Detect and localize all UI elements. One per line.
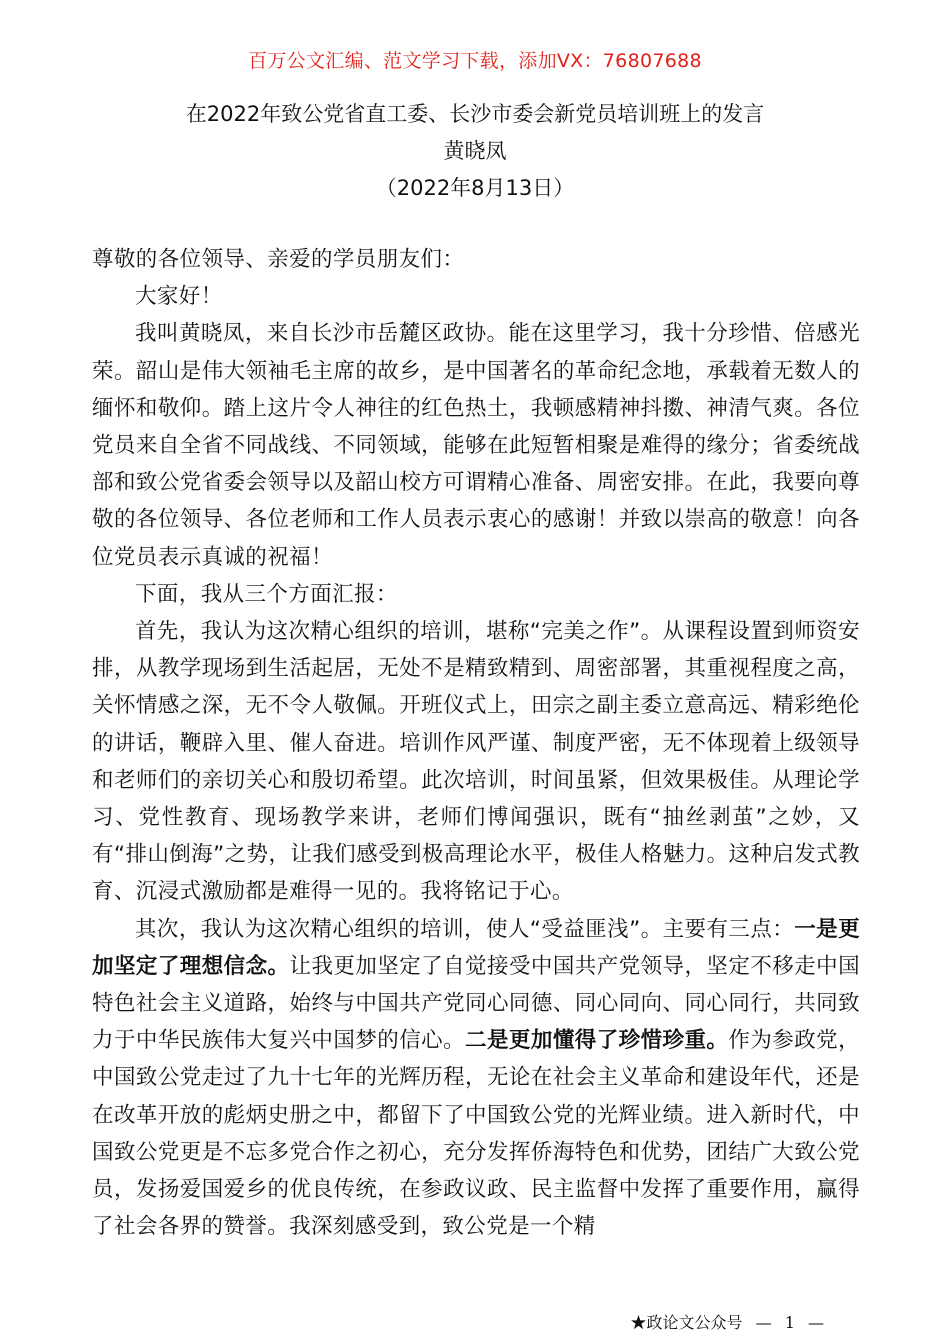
para-text: 其次，我认为这次精心组织的培训，使人“受益匪浅”。主要有三点： (135, 916, 795, 942)
paragraph-intro: 我叫黄晓凤，来自长沙市岳麓区政协。能在这里学习，我十分珍惜、倍感光荣。韶山是伟大领袖毛主席的故乡，是中国著名的革命纪念地，承载着无数人的缅怀和敬仰。踏上这片令人神往的红色热土，我顿感精神抖擞、神清气爽。各位党员来自全省不同战线、不同领域，能够在此短暂相聚是难得的缘分；省委统战部和致公党省委会领导以及韶山校方可谓精心准备、周密安排。在此，我要向尊敬的各位领导、各位老师和工作人员表示衷心的感谢！并致以崇高的敬意！向各位党员表示真诚的祝福！ (92, 321, 860, 570)
para-text: 让我更加坚定了自觉接受中国共产党领导，坚定不移走中国特色社会主义道路，始终与中国共产党同心同德、同心同向、同心同行，共同致力于中华民族伟大复兴中国梦的信心。 (92, 953, 860, 1054)
watermark-banner: 百万公文汇编、范文学习下载，添加VX：76807688 (248, 50, 702, 72)
speech-title: 在2022年致公党省直工委、长沙市委会新党员培训班上的发言 (185, 102, 765, 126)
page-footer (631, 1310, 832, 1333)
footer-dash-left: — (755, 1313, 772, 1332)
paragraph-second-point (92, 911, 860, 1246)
bold-heading-2: 二是更加懂得了珍惜珍重。 (465, 1028, 729, 1054)
para-text: 作为参政党，中国致公党走过了九十七年的光辉历程，无论在社会主义革命和建设年代，还是在改革开放的彪炳史册之中，都留下了中国致公党的光辉业绩。进入新时代，中国致公党更是不忘多党合作之初心，充分发挥侨海特色和优势，团结广大致公党员，发扬爱国爱乡的优良传统，在参政议政、民主监督中发挥了重要作用，赢得了社会各界的赞誉。我深刻感受到，致公党是一个精 (92, 1028, 860, 1240)
speech-date: （2022年8月13日） (375, 176, 575, 200)
title-block (0, 96, 950, 207)
speech-body (92, 241, 860, 1245)
footer-dash-right: — (808, 1313, 824, 1332)
greeting: 大家好！ (135, 284, 223, 310)
page-number: 1 (784, 1313, 795, 1332)
paragraph-overview: 下面，我从三个方面汇报： (135, 581, 398, 607)
salutation: 尊敬的各位领导、亲爱的学员朋友们： (92, 247, 465, 272)
bold-heading-1: 一是更加坚定了理想信念。 (92, 916, 861, 979)
speaker-name: 黄晓凤 (443, 139, 507, 163)
paragraph-first-point: 首先，我认为这次精心组织的培训，堪称“完美之作”。从课程设置到师资安排，从教学现场到生活起居，无处不是精致精到、周密部署，其重视程度之高，关怀情感之深，无不令人敬佩。开班仪式上，田宗之副主委立意高远、精彩绝伦的讲话，鞭辟入里、催人奋进。培训作风严谨、制度严密，无不体现着上级领导和老师们的亲切关心和殷切希望。此次培训，时间虽紧，但效果极佳。从理论学习、党性教育、现场教学来讲，老师们博闻强识，既有“抽丝剥茧”之妙，又有“排山倒海”之势，让我们感受到极高理论水平，极佳人格魅力。这种启发式教育、沉浸式激励都是难得一见的。我将铭记于心。 (92, 619, 860, 905)
footer-source: ★政论文公众号 (630, 1313, 743, 1332)
